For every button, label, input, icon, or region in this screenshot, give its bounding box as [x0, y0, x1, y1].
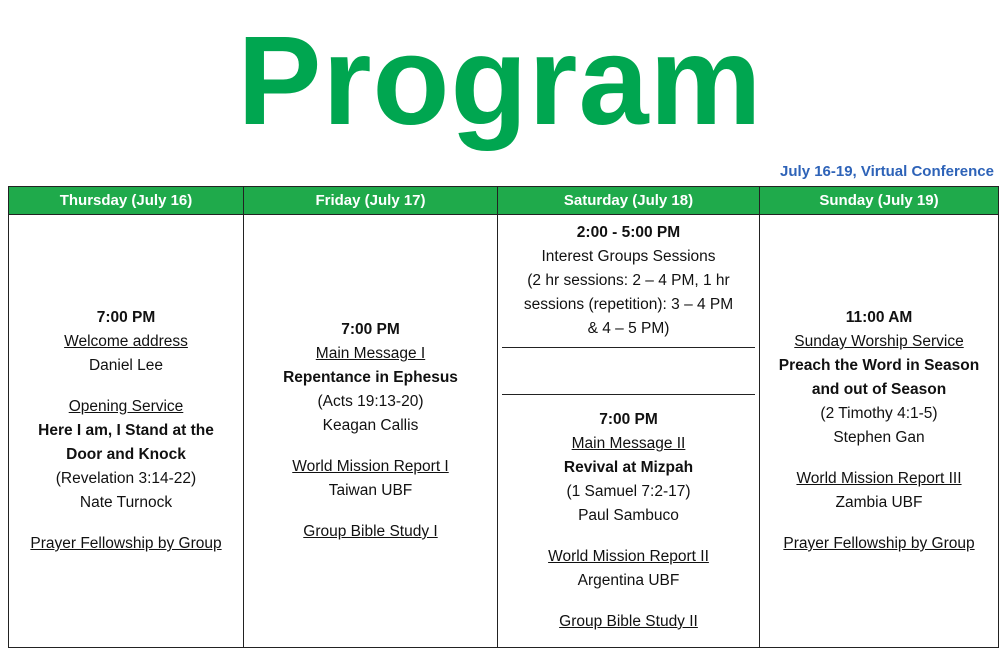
sessions-line2: sessions (repetition): 3 – 4 PM: [523, 296, 734, 313]
sessions-line1: (2 hr sessions: 2 – 4 PM, 1 hr: [527, 272, 730, 289]
opening-service-title: Opening Service: [68, 398, 184, 415]
program-table: [8, 186, 999, 648]
welcome-address-title: Welcome address: [64, 333, 188, 350]
saturday-scripture: (1 Samuel 7:2-17): [566, 483, 691, 500]
sunday-speaker: Stephen Gan: [833, 429, 925, 446]
sunday-service-title: Sunday Worship Service: [794, 333, 964, 350]
saturday-evening-block: [502, 395, 755, 647]
saturday-speaker: Paul Sambuco: [578, 507, 679, 524]
friday-message-title: Main Message I: [315, 345, 426, 362]
saturday-cell: [498, 215, 760, 648]
page-title: Program: [237, 10, 763, 151]
thursday-time: 7:00 PM: [96, 309, 156, 326]
sunday-prayer-fellowship: Prayer Fellowship by Group: [783, 535, 975, 552]
sunday-cell: [760, 215, 999, 648]
saturday-empty-block: [502, 348, 755, 395]
saturday-message: Revival at Mizpah: [563, 459, 694, 476]
program-row: [9, 215, 999, 648]
friday-report-church: Taiwan UBF: [328, 482, 413, 499]
thursday-message-line2: Door and Knock: [66, 446, 186, 463]
friday-message: Repentance in Ephesus: [283, 369, 458, 386]
friday-header: Friday (July 17): [244, 187, 498, 215]
sunday-message-line1: Preach the Word in Season: [778, 357, 980, 374]
saturday-header: Saturday (July 18): [498, 187, 760, 215]
saturday-report-church: Argentina UBF: [577, 572, 680, 589]
thursday-prayer-fellowship: Prayer Fellowship by Group: [30, 535, 222, 552]
conference-subtitle: July 16-19, Virtual Conference: [780, 163, 994, 180]
saturday-bible-study: Group Bible Study II: [559, 613, 698, 630]
sunday-message-line2: and out of Season: [811, 381, 947, 398]
friday-bible-study: Group Bible Study I: [303, 523, 438, 540]
sunday-scripture: (2 Timothy 4:1-5): [820, 405, 938, 422]
friday-cell: [244, 215, 498, 648]
sunday-header: Sunday (July 19): [760, 187, 999, 215]
friday-time: 7:00 PM: [341, 321, 400, 338]
thursday-speaker: Nate Turnock: [79, 494, 173, 511]
saturday-time: 7:00 PM: [599, 411, 658, 428]
sunday-time: 11:00 AM: [845, 309, 913, 326]
saturday-afternoon-time: 2:00 - 5:00 PM: [576, 224, 681, 241]
friday-report-title: World Mission Report I: [292, 458, 449, 475]
welcome-speaker: Daniel Lee: [88, 357, 164, 374]
saturday-afternoon-block: [502, 215, 755, 348]
thursday-cell: [9, 215, 244, 648]
thursday-scripture: (Revelation 3:14-22): [55, 470, 197, 487]
friday-scripture: (Acts 19:13-20): [317, 393, 424, 410]
thursday-message-line1: Here I am, I Stand at the: [38, 422, 214, 439]
day-header-row: [9, 187, 999, 215]
friday-speaker: Keagan Callis: [322, 417, 419, 434]
sunday-report-title: World Mission Report III: [796, 470, 962, 487]
thursday-header: Thursday (July 16): [9, 187, 244, 215]
saturday-report-title: World Mission Report II: [548, 548, 709, 565]
saturday-message-title: Main Message II: [571, 435, 686, 452]
sessions-line3: & 4 – 5 PM): [587, 320, 670, 337]
interest-groups-title: Interest Groups Sessions: [541, 248, 716, 265]
sunday-report-church: Zambia UBF: [835, 494, 923, 511]
